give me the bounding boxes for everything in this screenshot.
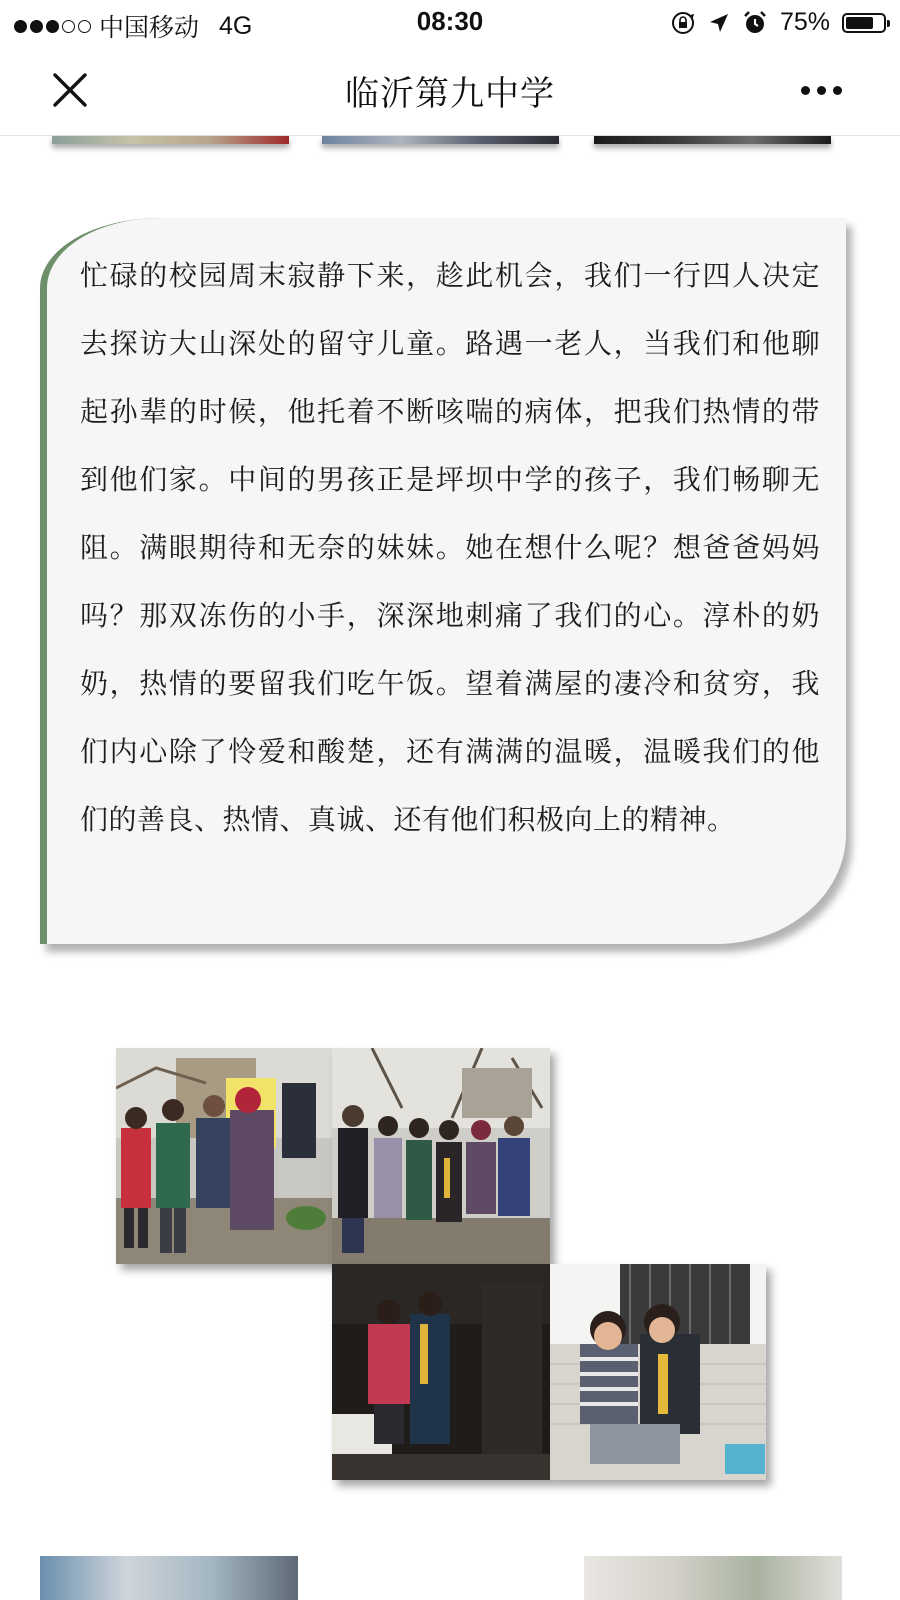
photo-bottom-right [584,1556,842,1600]
status-bar-right [670,8,886,37]
photo-elderly-family[interactable] [116,1048,334,1264]
article-text-card [40,218,846,944]
photo-visitors-group[interactable] [332,1048,550,1264]
group-photo-image [332,1048,550,1264]
photo-top-1 [52,136,289,144]
orientation-lock-icon [670,10,696,36]
photo-bottom-left [40,1556,298,1600]
family-photo-image [116,1048,334,1264]
battery-percent: 75% [779,8,830,36]
article-paragraph: 忙碌的校园周末寂静下来，趁此机会，我们一行四人决定去探访大山深处的留守儿童。路遇一老人，当我们和他聊起孙辈的时候，他托着不断咳喘的病体，把我们热情的带到他们家。中间的男孩正是坪坝中学的孩子，我们畅聊无阻。满眼期待和无奈的妹妹。她在想什么呢？想爸爸妈妈吗？那双冻伤的小手，深深地刺痛了我们的心。淳朴的奶奶，热情的要留我们吃午饭。望着满屋的凄冷和贫穷，我们内心除了怜爱和酸楚，还有满满的温暖，温暖我们的他们的善良、热情、真诚、还有他们积极向上的精神。 [80,259,820,836]
page-title: 临沂第九中学 [345,74,555,114]
more-button[interactable] [801,80,842,101]
photo-interior-mother-daughter[interactable] [332,1264,550,1480]
location-arrow-icon [708,12,730,34]
status-time: 08:30 [416,6,484,36]
photo-top-3 [594,136,831,144]
carrier-name: 中国移动 [99,14,200,42]
network-type: 4G [219,11,253,40]
boy-teacher-photo-image [550,1264,766,1480]
alarm-icon [742,10,768,36]
status-bar [0,0,900,44]
photo-top-2 [322,136,559,144]
photo-boy-with-teacher[interactable] [550,1264,766,1480]
battery-icon [842,13,886,33]
nav-bar [0,44,900,136]
more-icon [801,86,810,95]
interior-photo-image [332,1264,550,1480]
